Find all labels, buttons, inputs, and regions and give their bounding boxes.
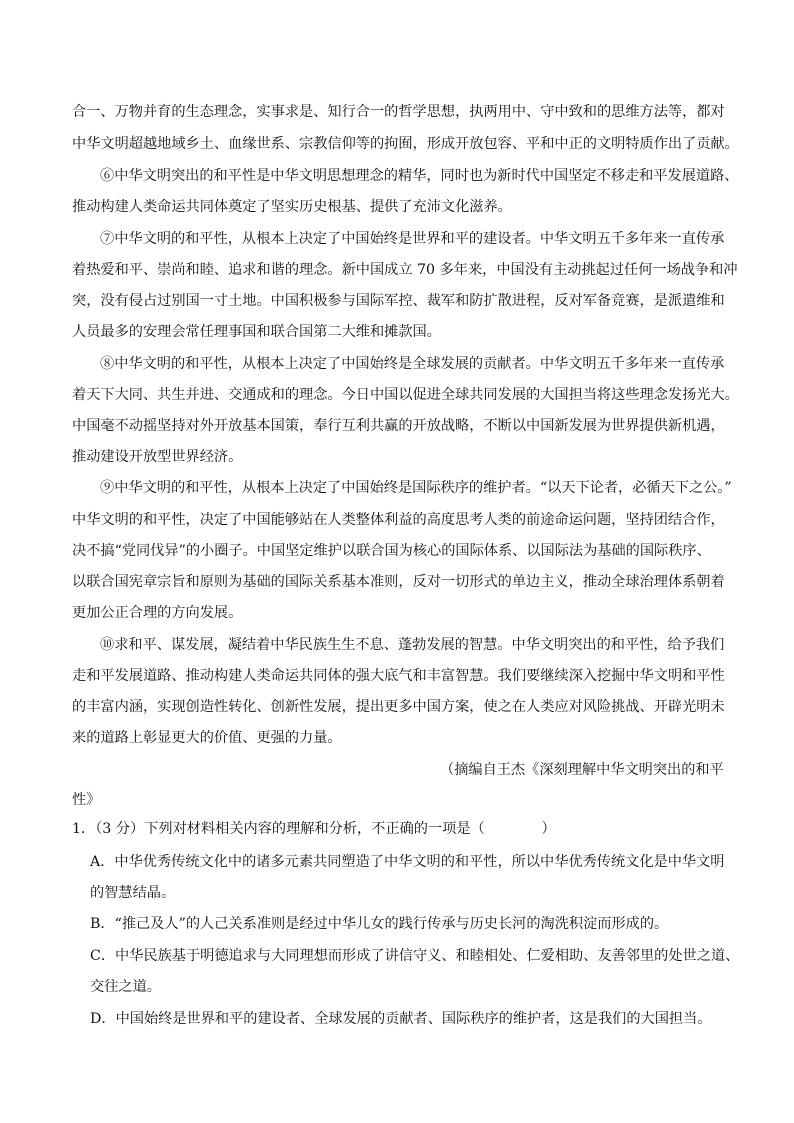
- option-a-line-2: 的智慧结晶。: [90, 885, 176, 901]
- paragraph-8-line-3: 中国毫不动摇坚持对外开放基本国策，奉行互利共赢的开放战略，不断以中国新发展为世界提供新机遇，: [72, 418, 725, 434]
- paragraph-7-line-2: 着热爱和平、崇尚和睦、追求和谐的理念。新中国成立 70 多年来，中国没有主动挑起过任何一场战争和冲: [72, 262, 738, 278]
- paragraph-9-line-2: 中华文明的和平性，决定了中国能够站在人类整体利益的高度思考人类的前途命运问题，坚持团结合作，: [72, 512, 725, 528]
- paragraph-9-line-4: 以联合国宪章宗旨和原则为基础的国际关系基本准则，反对一切形式的单边主义，推动全球治理体系朝着: [72, 574, 725, 590]
- paragraph-8-line-1: ⑧中华文明的和平性，从根本上决定了中国始终是全球发展的贡献者。中华文明五千多年来一直传承: [100, 356, 725, 372]
- paragraph-7-line-1: ⑦中华文明的和平性，从根本上决定了中国始终是世界和平的建设者。中华文明五千多年来一直传承: [100, 231, 725, 247]
- paragraph-8-line-4: 推动建设开放型世界经济。: [72, 449, 243, 465]
- paragraph-9-line-1: ⑨中华文明的和平性，从根本上决定了中国始终是国际秩序的维护者。“以天下论者，必循天下之公。”: [100, 480, 732, 496]
- paragraph-10-line-2: 走和平发展道路、推动构建人类命运共同体的强大底气和丰富智慧。我们要继续深入挖掘中华文明和平性: [72, 668, 725, 684]
- paragraph-10-line-4: 来的道路上彰显更大的价值、更强的力量。: [72, 730, 342, 746]
- source-citation-line-2: 性》: [72, 792, 101, 808]
- paragraph-7-line-4: 人员最多的安理会常任理事国和联合国第二大维和摊款国。: [72, 324, 441, 340]
- paragraph-8-line-2: 着天下大同、共生并进、交通成和的理念。今日中国以促进全球共同发展的大国担当将这些理念发扬光大。: [72, 387, 739, 403]
- paragraph-5-line-2: 中华文明超越地域乡土、血缘世系、宗教信仰等的拘囿，形成开放包容、平和中正的文明特质作出了贡献。: [72, 136, 739, 152]
- option-b: B．“推己及人”的人己关系准则是经过中华儿女的践行传承与历史长河的淘洗积淀而形成的。: [90, 916, 669, 932]
- paragraph-10-line-3: 的丰富内涵，实现创造性转化、创新性发展，提出更多中国方案，使之在人类应对风险挑战、开辟光明未: [72, 699, 725, 715]
- paragraph-9-line-5: 更加公正合理的方向发展。: [72, 605, 243, 621]
- question-stem: 1．（3 分）下列对材料相关内容的理解和分析，不正确的一项是（ ）: [72, 821, 556, 837]
- option-c-line-1: C．中华民族基于明德追求与大同理想而形成了讲信守义、和睦相处、仁爱相助、友善邻里的处世之道、: [90, 948, 740, 964]
- paragraph-6-line-2: 推动构建人类命运共同体奠定了坚实历史根基、提供了充沛文化滋养。: [72, 199, 512, 215]
- paragraph-5-line-1: 合一、万物并育的生态理念，实事求是、知行合一的哲学思想，执两用中、守中致和的思维方法等，都对: [72, 104, 725, 120]
- paragraph-6-line-1: ⑥中华文明突出的和平性是中华文明思想理念的精华，同时也为新时代中国坚定不移走和平发展道路、: [100, 168, 739, 184]
- option-c-line-2: 交往之道。: [90, 979, 161, 995]
- paragraph-9-line-3: 决不搞“党同伐异”的小圈子。中国坚定维护以联合国为核心的国际体系、以国际法为基础的国际秩序、: [72, 543, 711, 559]
- option-a-line-1: A．中华优秀传统文化中的诸多元素共同塑造了中华文明的和平性，所以中华优秀传统文化是中华文明: [90, 854, 725, 870]
- source-citation-line-1: （摘编自王杰《深刻理解中华文明突出的和平: [440, 762, 724, 778]
- paragraph-7-line-3: 突，没有侵占过别国一寸土地。中国积极参与国际军控、裁军和防扩散进程，反对军备竞赛，是派遣维和: [72, 293, 725, 309]
- option-d: D．中国始终是世界和平的建设者、全球发展的贡献者、国际秩序的维护者，这是我们的大国担当。: [90, 1011, 712, 1027]
- paragraph-10-line-1: ⑩求和平、谋发展，凝结着中华民族生生不息、蓬勃发展的智慧。中华文明突出的和平性，给予我们: [100, 637, 725, 653]
